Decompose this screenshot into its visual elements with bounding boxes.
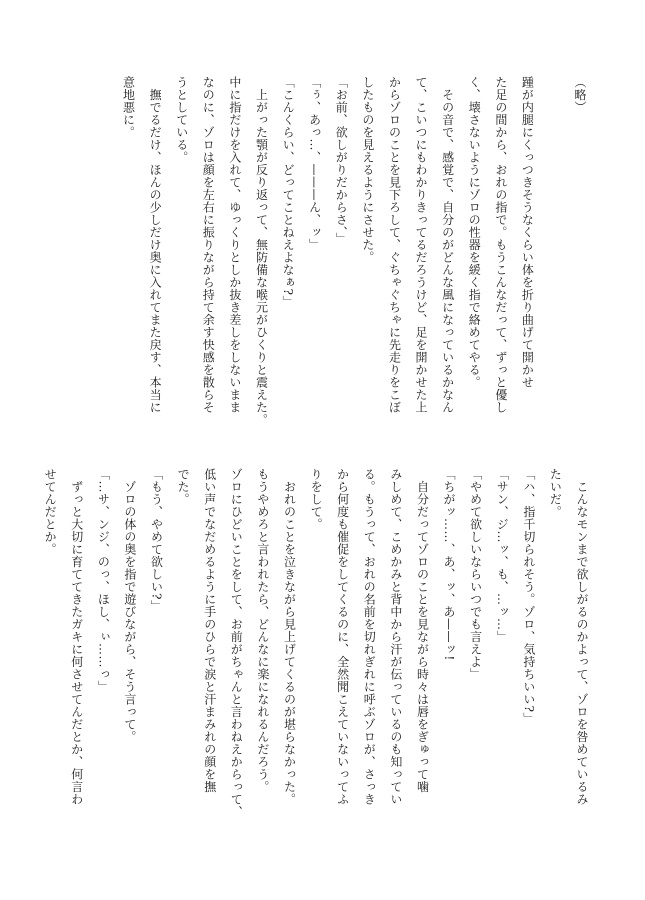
lower-line: みしめて、こめかみと背中から汗が伝っているのも知ってい: [388, 468, 403, 806]
lower-line: たいだ。: [548, 468, 563, 518]
upper-line: 中に指だけを入れて、ゆっくりとしか抜き差しをしないまま: [227, 76, 242, 414]
lower-line: 「サン、ジ…ッ、も、…ッ…」: [495, 468, 510, 643]
upper-line: 意地悪に。: [121, 76, 136, 139]
lower-line: おれのことを泣きながら見上げてくるのが堪らなかった。: [282, 468, 297, 806]
upper-line: うとしている。: [174, 76, 189, 164]
lower-line: ゾロの体の奥を指で遊びながら、そう言って。: [122, 468, 137, 743]
upper-text-block: [73, 76, 593, 456]
upper-line: て、こいつにもわかりきってるだろうけど、足を開かせた上: [414, 76, 429, 414]
lower-line: 「やめて欲しいならいつでも言えよ」: [468, 468, 483, 681]
upper-line: 踵が内腿にくっつきそうなくらい体を折り曲げて開かせ: [520, 76, 535, 389]
section-heading: （略）: [573, 76, 587, 114]
upper-line: た足の間から、おれの指で。もうこんなだって、ずっと優し: [493, 76, 508, 414]
lower-text-block: [43, 468, 595, 848]
upper-line: からゾロのことを見下ろして、ぐちゃぐちゃに先走りをこぼ: [387, 76, 402, 414]
upper-line: く、壊さないようにゾロの性器を緩く指で絡めてやる。: [467, 76, 482, 389]
lower-line: 「…サ、ンジ、のっ、ほし、ぃ……っ」: [96, 468, 111, 693]
lower-line: 「ハ、指千切られそう。ゾロ、気持ちいい?」: [521, 468, 536, 725]
lower-line: 「もう、やめて欲しい?」: [149, 468, 164, 613]
lower-line: ずっと大切に育ててきたガキに何させてんだとか、何言わ: [69, 468, 84, 806]
lower-line: りをして。: [309, 468, 324, 531]
upper-line: 「ぅ、あっ…、———ん、ッ」: [307, 76, 322, 251]
lower-line: 自分だってゾロのことを見ながら時々は唇をぎゅって噛: [415, 468, 430, 793]
upper-line: 撫でるだけ、ほんの少しだけ奥に入れてまた戻す、本当に: [148, 76, 163, 414]
lower-line: せてんだとか。: [43, 468, 58, 556]
lower-line: から何度も催促をしてくるのに、全然聞こえていないってふ: [335, 468, 350, 806]
lower-line: る。もうって、おれの名前を切れぎれに呼ぶゾロが、さっき: [362, 468, 377, 806]
upper-line: なのに、ゾロは顔を左右に振りながら持て余す快感を散らそ: [201, 76, 216, 414]
upper-line: 上がった顎が反り返って、無防備な喉元がひくりと震えた。: [254, 76, 269, 426]
upper-line: その音で、感覚で、自分のがどんな風になっているかなん: [440, 76, 455, 414]
lower-line: 低い声でなだめるように手のひらで涙と汗まみれの顔を撫: [202, 468, 217, 793]
lower-line: ゾロにひどいことをして、お前がちゃんと言わねえからって、: [229, 468, 244, 818]
lower-line: 「ちがッ……、あ、ッ、あ——ッ!: [442, 468, 457, 661]
lower-line: でた。: [176, 468, 191, 506]
upper-line: したものを見えるようにさせた。: [360, 76, 375, 264]
lower-line: こんなモンまで欲しがるのかよって、ゾロを咎めているみ: [575, 468, 589, 806]
upper-line: 「こんくらい、どってことねえよなぁ?」: [281, 76, 296, 308]
upper-line: 「お前、欲しがりだからさ、」: [334, 76, 349, 245]
lower-line: もうやめろと言われたら、どんなに楽になれるんだろう。: [255, 468, 270, 793]
